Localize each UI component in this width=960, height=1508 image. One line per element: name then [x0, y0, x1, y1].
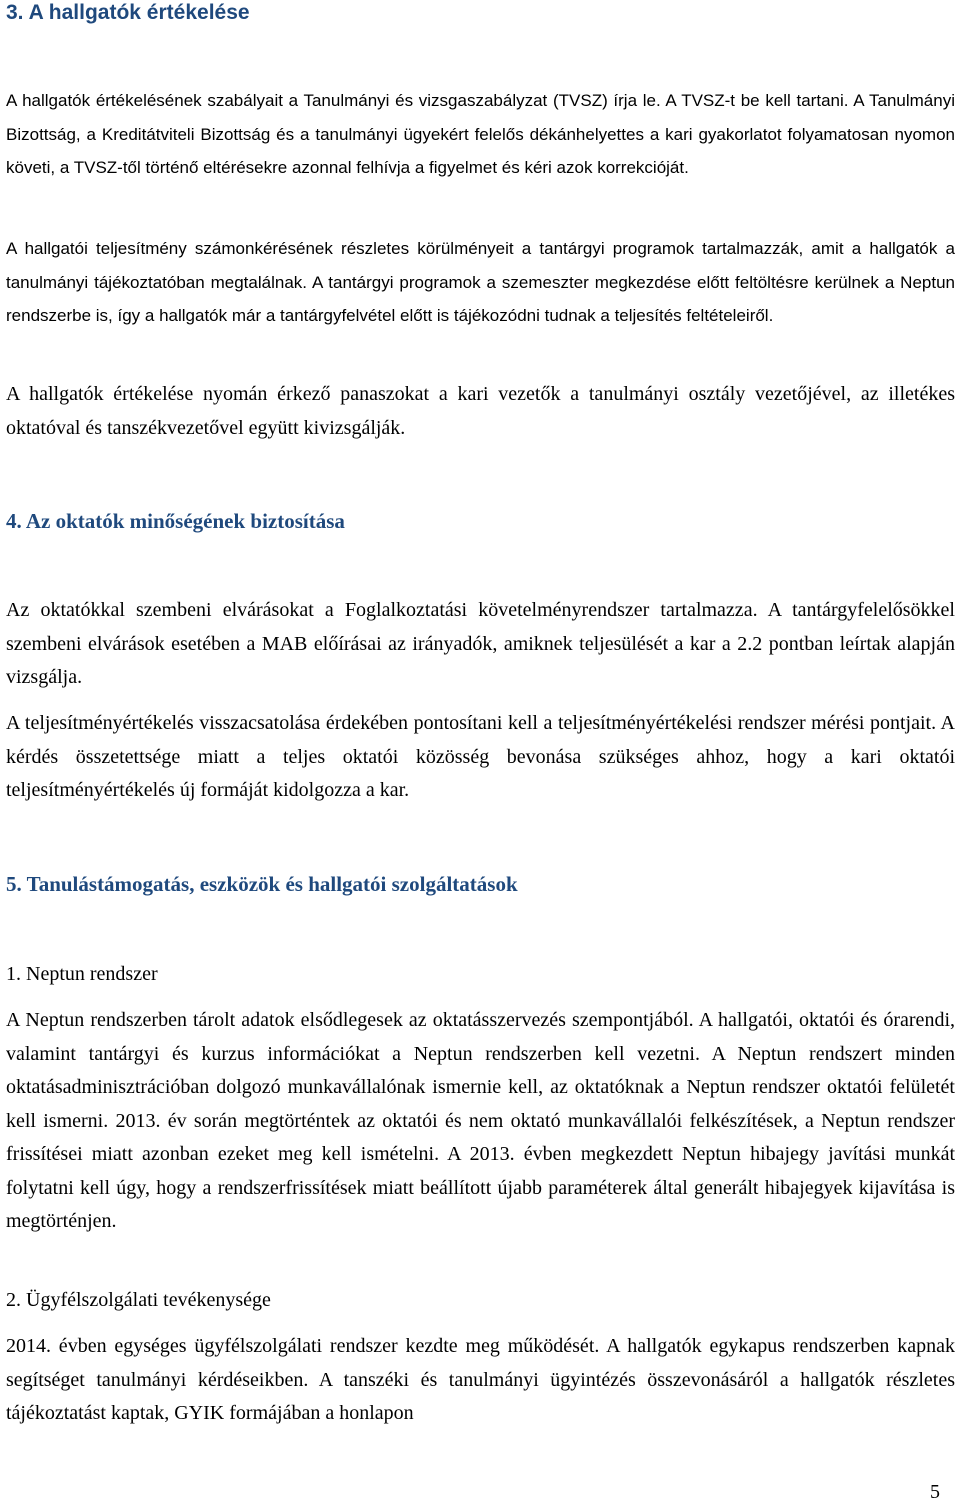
- section-4-heading: 4. Az oktatók minőségének biztosítása: [6, 509, 345, 533]
- section-4-paragraph-2: A teljesítményértékelés visszacsatolása érdekében pontosítani kell a teljesítményértékelési rendszer mérési pontjait. A kérdés összetettsége miatt a teljes oktatói közösség bevonása szükséges ahhoz, hogy a kari oktatói teljesítményértékelés új formáját kidolgozza a kar.: [6, 712, 955, 801]
- neptun-subheading: 1. Neptun rendszer: [6, 963, 158, 985]
- section-3-paragraph-3: A hallgatók értékelése nyomán érkező panaszokat a kari vezetők a tanulmányi osztály vezetőjével, az illetékes oktatóval és tanszékvezetővel együtt kivizsgálják.: [6, 383, 955, 439]
- section-3-paragraph-1: A hallgatók értékelésének szabályait a Tanulmányi és vizsgaszabályzat (TVSZ) írja le. A TVSZ-t be kell tartani. A Tanulmányi Bizottság, a Kreditátviteli Bizottság és a tanulmányi ügyekért felelős dékánhelyettes a kari gyakorlatot folyamatosan nyomon követi, a TVSZ-től történő eltérésekre azonnal felhívja a figyelmet és kéri azok korrekcióját.: [6, 91, 955, 177]
- section-4-paragraph-1: Az oktatókkal szembeni elvárásokat a Foglalkoztatási követelményrendszer tartalmazza. A tantárgyfelelősökkel szembeni elvárások esetében a MAB előírásai az irányadók, amiknek teljesülését a kar a 2.2 pontban leírtak alapján vizsgálja.: [6, 599, 955, 688]
- neptun-paragraph: A Neptun rendszerben tárolt adatok elsődlegesek az oktatásszervezés szempontjából. A hallgatói, oktatói és órarendi, valamint tantárgyi és kurzus információkat a Neptun rendszerben kell vezetni. A Neptun rendszert minden oktatásadminisztrációban dolgozó munkavállalónak ismernie kell, az oktatóknak a Neptun rendszer oktatói felületét kell ismerni. 2013. év során megtörténtek az oktatói és nem oktató munkavállalói felkészítések, a Neptun rendszer frissítései miatt azonban ezeket meg kell ismételni. A 2013. évben megkezdett Neptun hibajegy javítási munkát folytatni kell úgy, hogy a rendszerfrissítések miatt beállított újabb paraméterek által generált hibajegyek kijavítása is megtörténjen.: [6, 1009, 955, 1232]
- page-number: 5: [930, 1481, 940, 1503]
- section-3-paragraph-2: A hallgatói teljesítmény számonkérésének részletes körülményeit a tantárgyi programok tartalmazzák, amit a hallgatók a tanulmányi tájékoztatóban megtalálnak. A tantárgyi programok a szemeszter megkezdése előtt feltöltésre kerülnek a Neptun rendszerbe is, így a hallgatók már a tantárgyfelvétel előtt is tájékozódni tudnak a teljesítés feltételeiről.: [6, 239, 955, 325]
- section-5-heading: 5. Tanulástámogatás, eszközök és hallgatói szolgáltatások: [6, 872, 518, 896]
- section-3-heading: 3. A hallgatók értékelése: [6, 1, 250, 24]
- customer-service-subheading: 2. Ügyfélszolgálati tevékenysége: [6, 1289, 271, 1311]
- customer-service-paragraph: 2014. évben egységes ügyfélszolgálati rendszer kezdte meg működését. A hallgatók egykapus rendszerben kapnak segítséget tanulmányi kérdéseikben. A tanszéki és tanulmányi ügyintézés összevonásáról a hallgatók részletes tájékoztatást kaptak, GYIK formájában a honlapon: [6, 1335, 955, 1424]
